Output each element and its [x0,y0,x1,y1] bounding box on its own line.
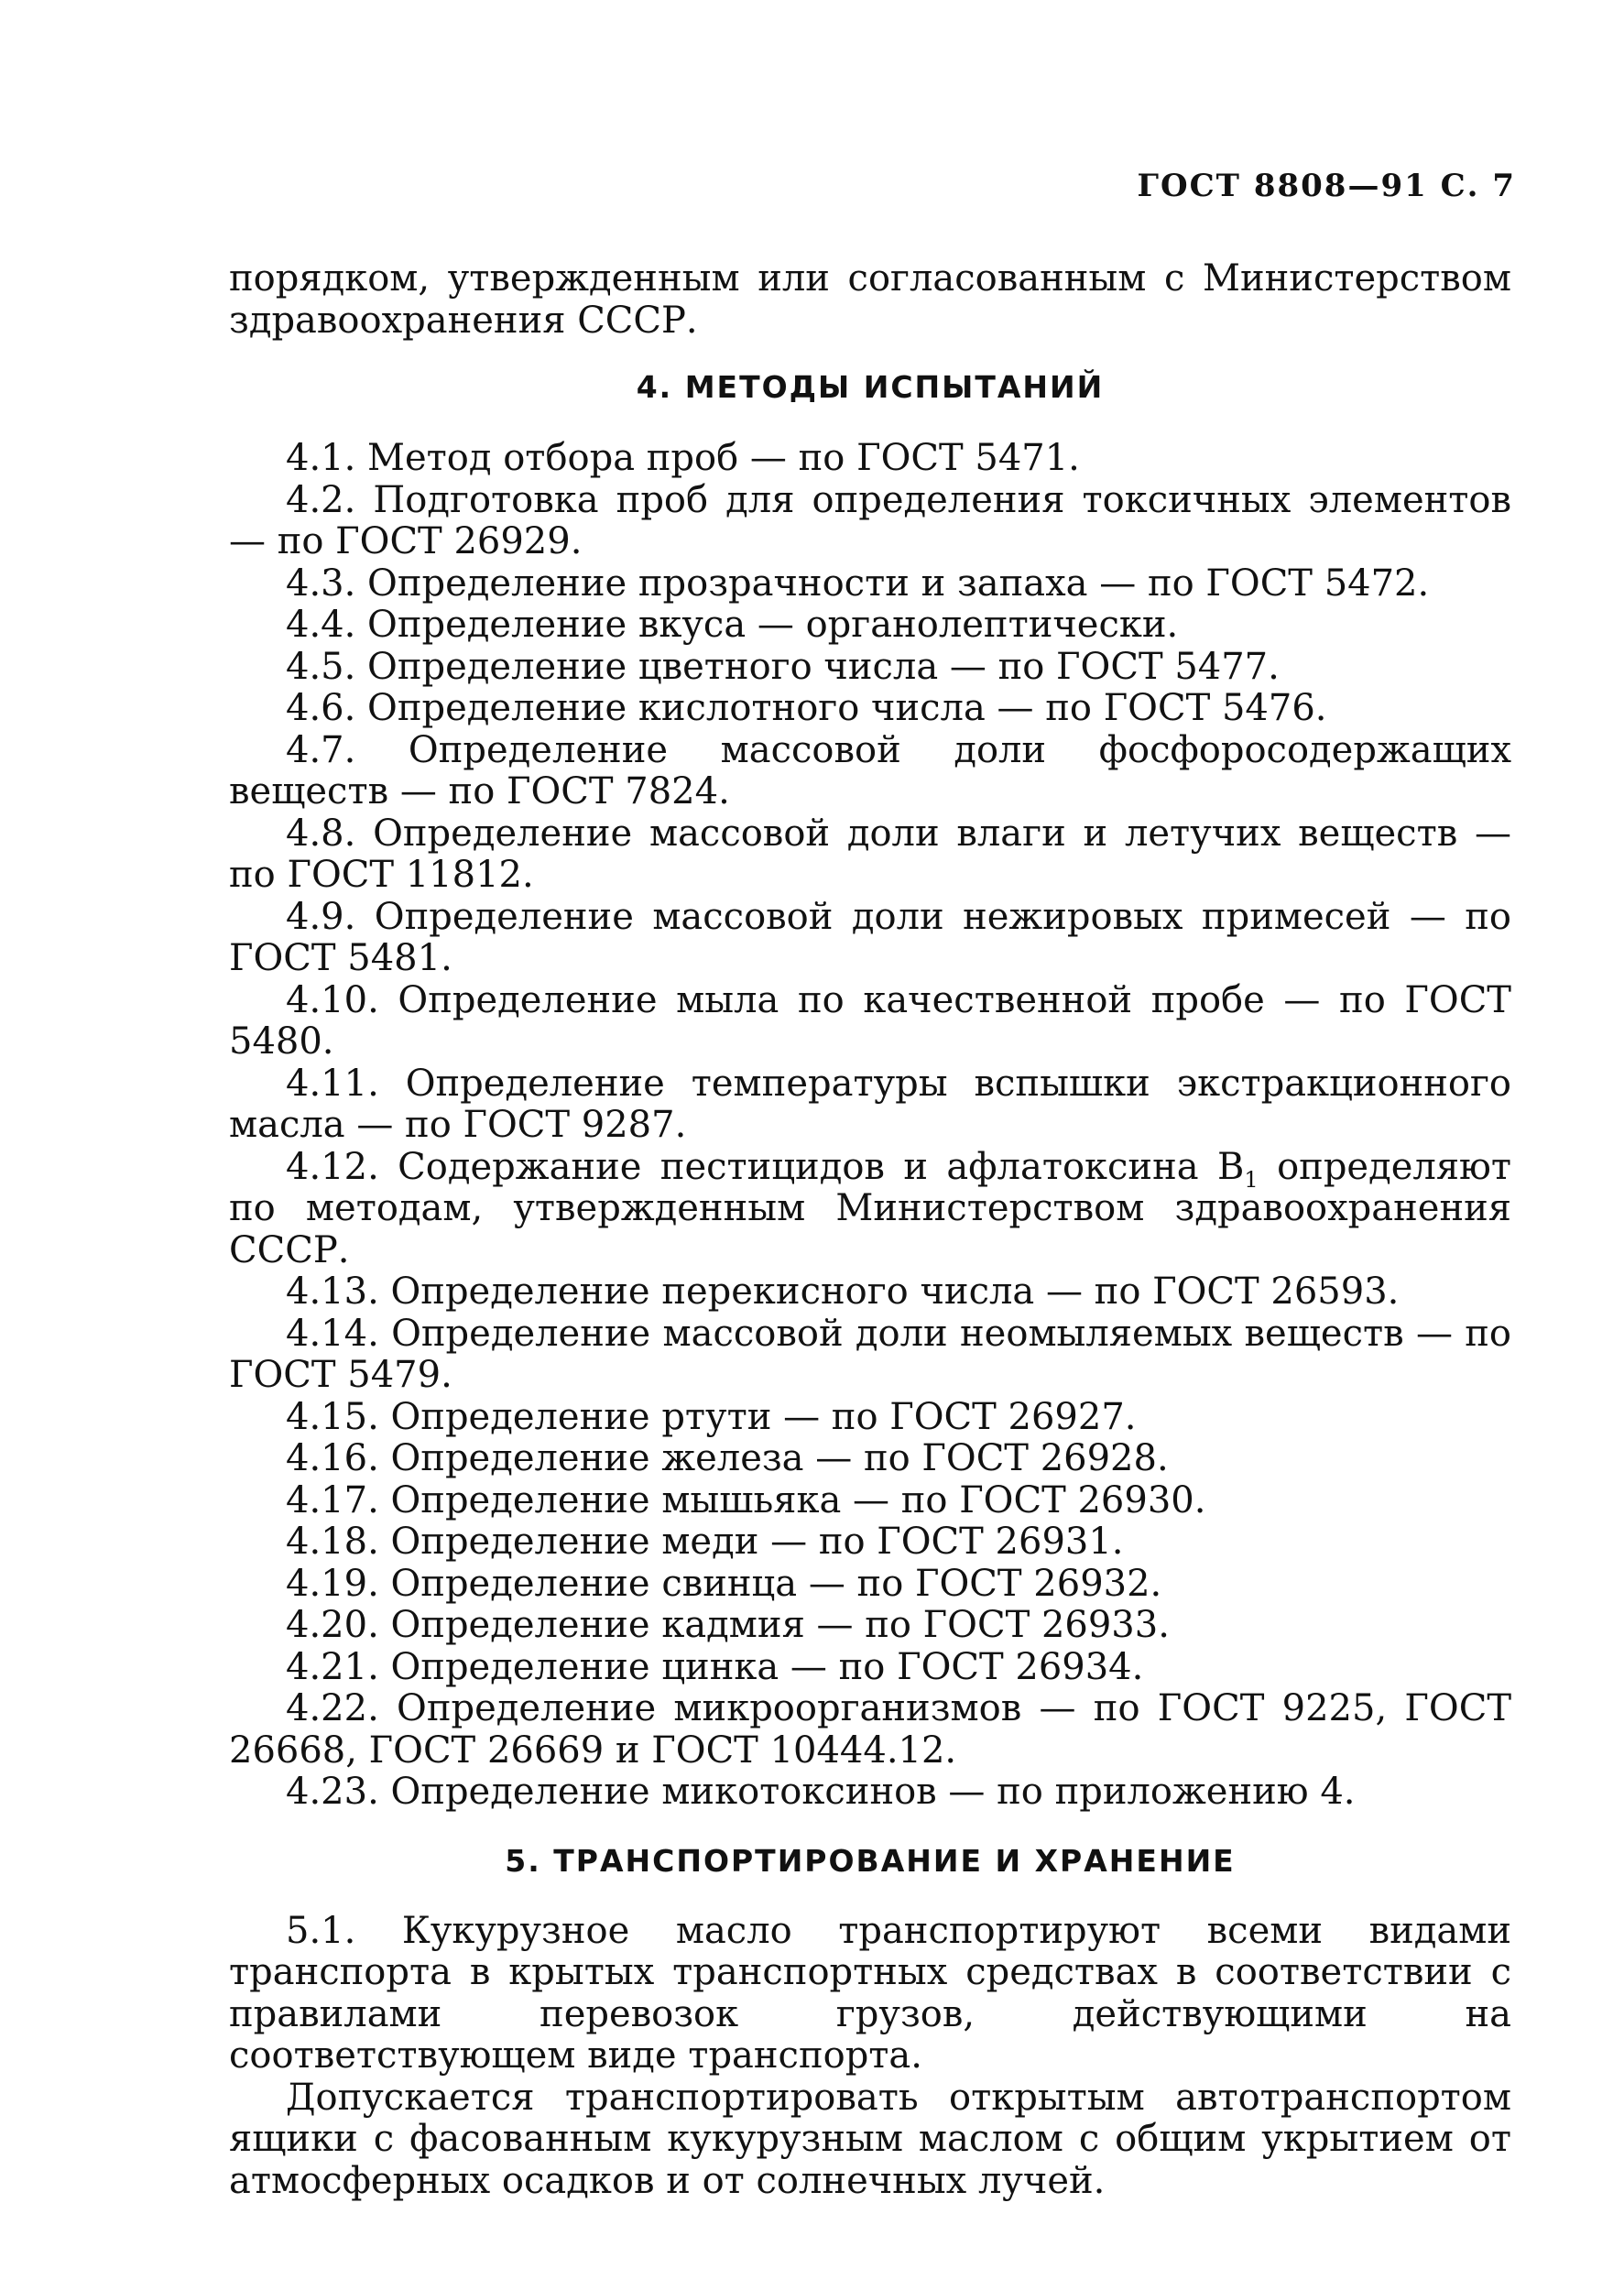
item-4-12 [229,1147,1511,1272]
item-4-12-text: 4.12. Содержание пестицидов и афлатоксина B [286,1145,1245,1188]
intro-paragraph: порядком, утвержденным или согласованным с Министерством здравоохранения СССР. [229,257,1511,342]
page-header: ГОСТ 8808—91 С. 7 [1137,168,1516,204]
paragraph-5-1: 5.1. Кукурузное масло транспортируют всеми видами транспорта в крытых транспортных средствах в соответствии с правилами перевозок грузов, действующими на соответствующем виде транспорта. [229,1909,1511,2077]
item-4-14: 4.14. Определение массовой доли неомыляемых веществ — по ГОСТ 5479. [229,1312,1511,1396]
page-content [229,258,1511,2202]
item-4-10: 4.10. Определение мыла по качественной пробе — по ГОСТ 5480. [229,978,1511,1063]
item-4-3: 4.3. Определение прозрачности и запаха — по ГОСТ 5472. [286,562,1430,605]
item-4-8: 4.8. Определение массовой доли влаги и летучих веществ — по ГОСТ 11812. [229,812,1511,896]
item-4-17: 4.17. Определение мышьяка — по ГОСТ 26930. [286,1478,1206,1521]
item-4-13: 4.13. Определение перекисного числа — по ГОСТ 26593. [286,1270,1400,1313]
section-4-items [229,438,1511,1814]
item-4-16: 4.16. Определение железа — по ГОСТ 26928. [286,1437,1169,1479]
item-4-2: 4.2. Подготовка проб для определения токсичных элементов — по ГОСТ 26929. [229,478,1511,562]
item-4-21: 4.21. Определение цинка — по ГОСТ 26934. [286,1645,1144,1688]
item-4-6: 4.6. Определение кислотного числа — по ГОСТ 5476. [286,687,1327,729]
item-4-1: 4.1. Метод отбора проб — по ГОСТ 5471. [286,437,1080,479]
item-4-9: 4.9. Определение массовой доли нежировых примесей — по ГОСТ 5481. [229,895,1511,979]
item-4-4: 4.4. Определение вкуса — органолептически. [286,604,1179,646]
section-5-title: 5. ТРАНСПОРТИРОВАНИЕ И ХРАНЕНИЕ [505,1842,1236,1879]
item-4-22: 4.22. Определение микроорганизмов — по ГОСТ 9225, ГОСТ 26668, ГОСТ 26669 и ГОСТ 10444.12. [229,1687,1511,1772]
item-4-15: 4.15. Определение ртути — по ГОСТ 26927. [286,1395,1137,1438]
item-4-23: 4.23. Определение микотоксинов — по приложению 4. [286,1771,1356,1813]
item-4-18: 4.18. Определение меди — по ГОСТ 26931. [286,1521,1124,1563]
section-5-body [229,1911,1511,2203]
paragraph-5-1-continued: Допускается транспортировать открытым автотранспортом ящики с фасованным кукурузным маслом с общим укрытием от атмосферных осадков и от солнечных лучей. [229,2076,1511,2202]
item-4-20: 4.20. Определение кадмия — по ГОСТ 26933. [286,1604,1170,1646]
item-4-12-subscript: 1 [1244,1166,1259,1193]
item-4-5: 4.5. Определение цветного числа — по ГОСТ 5477. [286,645,1280,688]
item-4-19: 4.19. Определение свинца — по ГОСТ 26932. [286,1562,1162,1605]
item-4-12-text-end: определяют по методам, утвержденным Министерством здравоохранения СССР. [229,1145,1512,1271]
item-4-11: 4.11. Определение температуры вспышки экстракционного масла — по ГОСТ 9287. [229,1062,1511,1146]
section-4-title: 4. МЕТОДЫ ИСПЫТАНИЙ [636,369,1105,405]
item-4-7: 4.7. Определение массовой доли фосфоросодержащих веществ — по ГОСТ 7824. [229,728,1511,812]
